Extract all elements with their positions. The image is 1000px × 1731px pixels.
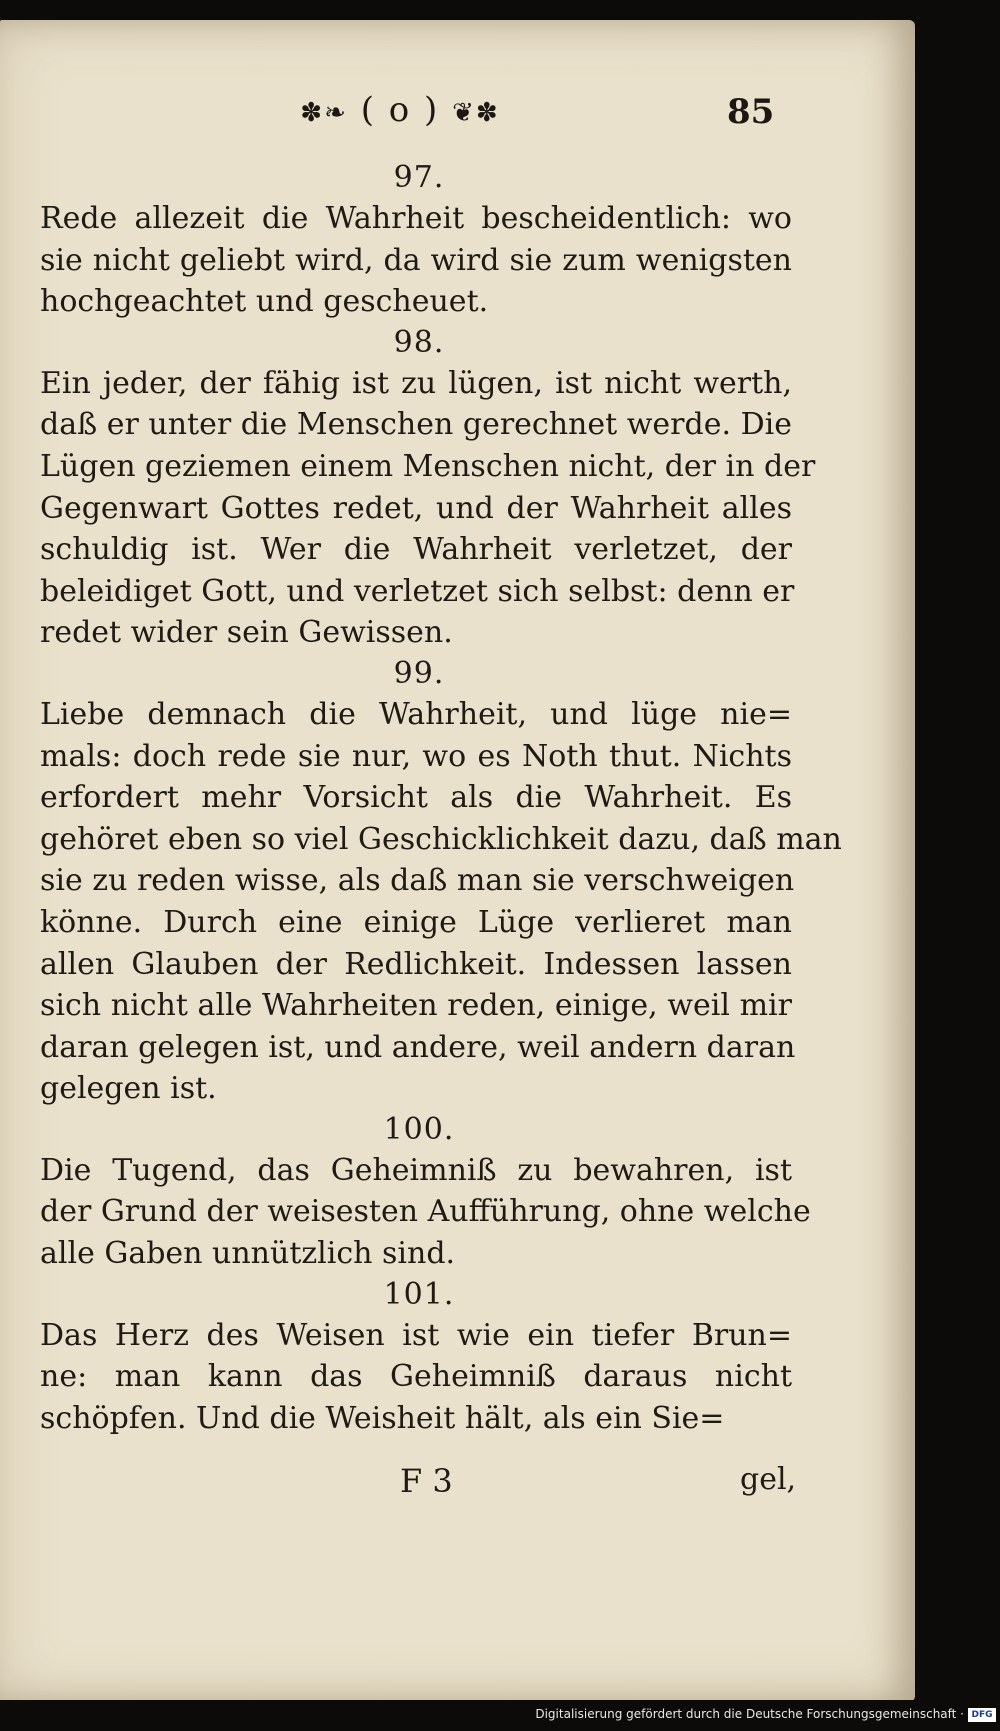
text-line: Liebe demnach die Wahrheit, und lüge nie= (40, 696, 792, 732)
text-line: Rede allezeit die Wahrheit bescheidentlich: wo (40, 201, 792, 236)
text-line: beleidiget Gott, und verletzet sich selbst: denn er (40, 573, 795, 609)
page-body-text (40, 158, 842, 1439)
text-line: daß er unter die Menschen gerechnet werde. Die (40, 407, 792, 443)
section-number: 97. (393, 160, 445, 195)
text-line: Ein jeder, der fähig ist zu lügen, ist nicht werth, (40, 365, 792, 401)
text-line: der Grund der weisesten Aufführung, ohne welche (40, 1194, 811, 1230)
digitization-credit-bar (0, 1700, 1000, 1731)
text-line: könne. Durch eine einige Lüge verlieret man (40, 904, 792, 940)
text-line: Gegenwart Gottes redet, und der Wahrheit alles (40, 490, 792, 526)
text-line: ne: man kann das Geheimniß daraus nicht (40, 1359, 792, 1395)
text-line: sich nicht alle Wahrheiten reden, einige, weil mir (40, 988, 792, 1024)
page-footer (0, 1462, 915, 1506)
text-line: mals: doch rede sie nur, wo es Noth thut. Nichts (40, 738, 792, 774)
text-line: sie nicht geliebt wird, da wird sie zum wenigsten (40, 242, 792, 278)
text-line: redet wider sein Gewissen. (40, 615, 453, 651)
text-line: sie zu reden wisse, als daß man sie verschweigen (40, 863, 795, 899)
page-number: 85 (727, 92, 775, 132)
signature-mark: F 3 (400, 1462, 453, 1500)
dfg-logo-icon: DFG (968, 1708, 996, 1722)
text-line: schöpfen. Und die Weisheit hält, als ein Sie= (40, 1400, 725, 1436)
credit-text: Digitalisierung gefördert durch die Deutsche Forschungsgemeinschaft · (535, 1707, 964, 1721)
header-mark-text: ( o ) (360, 90, 440, 130)
section-number: 100. (383, 1111, 455, 1147)
section-number: 98. (393, 324, 445, 360)
text-line: Das Herz des Weisen ist wie ein tiefer Brun= (40, 1317, 792, 1353)
text-line: allen Glauben der Redlichkeit. Indessen lassen (40, 946, 792, 982)
header-ornament-mark (240, 90, 560, 130)
text-line: erfordert mehr Vorsicht als die Wahrheit. Es (40, 780, 792, 816)
text-line: daran gelegen ist, und andere, weil andern daran (40, 1029, 796, 1065)
text-line: hochgeachtet und gescheuet. (40, 284, 489, 320)
text-line: gehöret eben so viel Geschicklichkeit dazu, daß man (40, 821, 842, 857)
section-number: 99. (393, 655, 445, 691)
catchword: gel, (740, 1462, 797, 1497)
text-line: schuldig ist. Wer die Wahrheit verletzet, der (40, 532, 792, 568)
running-header (0, 90, 915, 130)
text-line: Lügen geziemen einem Menschen nicht, der in der (40, 448, 816, 484)
right-ornament-icon: ❦✽ (452, 98, 500, 128)
left-ornament-icon: ✽❧ (300, 98, 348, 128)
text-line: alle Gaben unnützlich sind. (40, 1236, 456, 1272)
text-line: gelegen ist. (40, 1071, 217, 1107)
section-number: 101. (383, 1276, 455, 1312)
text-line: Die Tugend, das Geheimniß zu bewahren, ist (40, 1152, 792, 1188)
